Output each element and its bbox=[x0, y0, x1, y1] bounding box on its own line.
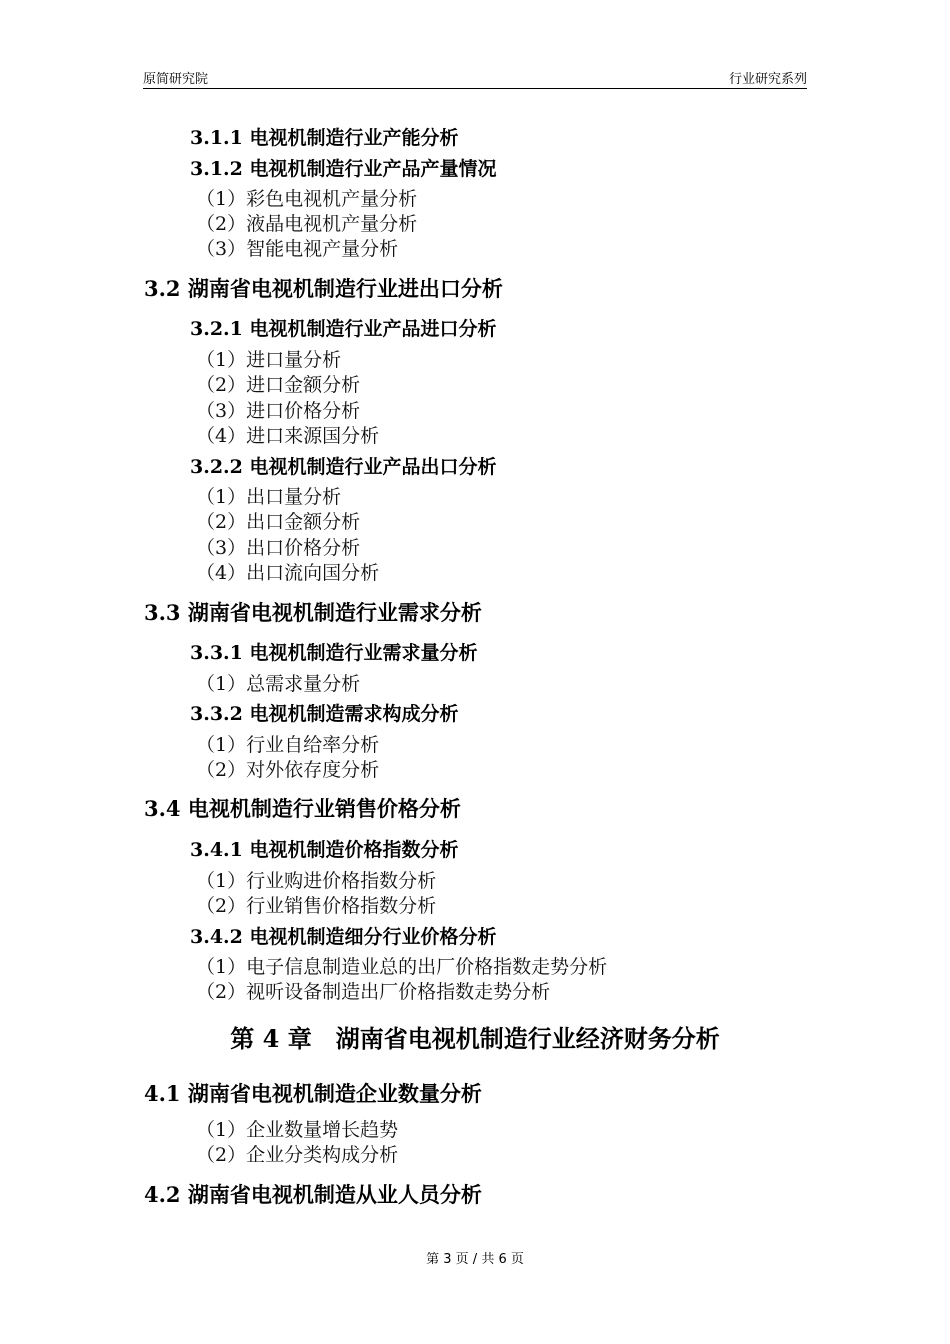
toc-entry: 3.1.1 电视机制造行业产能分析 bbox=[190, 127, 459, 149]
toc-entry: （2）行业销售价格指数分析 bbox=[196, 895, 437, 917]
toc-entry: （2）进口金额分析 bbox=[196, 374, 361, 396]
toc-entry: 3.2 湖南省电视机制造行业进出口分析 bbox=[144, 276, 503, 301]
header-series: 行业研究系列 bbox=[728, 72, 807, 87]
toc-entry: 4.2 湖南省电视机制造从业人员分析 bbox=[144, 1182, 482, 1207]
toc-entry: （2）视听设备制造出厂价格指数走势分析 bbox=[196, 981, 551, 1003]
toc-entry: 3.3.2 电视机制造需求构成分析 bbox=[190, 703, 459, 725]
toc-entry: （3）智能电视产量分析 bbox=[196, 238, 399, 260]
page-number: 第 3 页 / 共 6 页 bbox=[426, 1252, 524, 1267]
toc-entry: （1）进口量分析 bbox=[196, 349, 342, 371]
toc-entry: （3）出口价格分析 bbox=[196, 537, 361, 559]
toc-entry: （2）液晶电视机产量分析 bbox=[196, 213, 418, 235]
toc-entry: （1）企业数量增长趋势 bbox=[196, 1119, 399, 1141]
toc-entry: （4）进口来源国分析 bbox=[196, 425, 380, 447]
toc-entry: 3.4 电视机制造行业销售价格分析 bbox=[144, 796, 461, 821]
toc-entry: （1）电子信息制造业总的出厂价格指数走势分析 bbox=[196, 956, 608, 978]
toc-entry: 3.1.2 电视机制造行业产品产量情况 bbox=[190, 158, 497, 180]
toc-entry: 3.2.2 电视机制造行业产品出口分析 bbox=[190, 456, 497, 478]
toc-entry: 3.3 湖南省电视机制造行业需求分析 bbox=[144, 600, 482, 625]
toc-entry: （1）总需求量分析 bbox=[196, 673, 361, 695]
toc-entry: 3.2.1 电视机制造行业产品进口分析 bbox=[190, 318, 497, 340]
toc-entry: （1）行业购进价格指数分析 bbox=[196, 870, 437, 892]
page-header bbox=[143, 66, 807, 89]
toc-entry: 4.1 湖南省电视机制造企业数量分析 bbox=[144, 1081, 482, 1106]
toc-entry: 3.4.2 电视机制造细分行业价格分析 bbox=[190, 926, 497, 948]
toc-entry: （1）出口量分析 bbox=[196, 486, 342, 508]
header-publisher: 原简研究院 bbox=[143, 72, 209, 87]
toc-entry: （2）出口金额分析 bbox=[196, 511, 361, 533]
chapter-heading: 第 4 章 湖南省电视机制造行业经济财务分析 bbox=[230, 1024, 720, 1053]
toc-entry: 3.3.1 电视机制造行业需求量分析 bbox=[190, 642, 478, 664]
toc-entry: （1）行业自给率分析 bbox=[196, 734, 380, 756]
toc-entry: （2）企业分类构成分析 bbox=[196, 1144, 399, 1166]
toc-entry: 3.4.1 电视机制造价格指数分析 bbox=[190, 839, 459, 861]
toc-entry: （3）进口价格分析 bbox=[196, 400, 361, 422]
toc-entry: （2）对外依存度分析 bbox=[196, 759, 380, 781]
toc-entry: （1）彩色电视机产量分析 bbox=[196, 188, 418, 210]
toc-entry: （4）出口流向国分析 bbox=[196, 562, 380, 584]
